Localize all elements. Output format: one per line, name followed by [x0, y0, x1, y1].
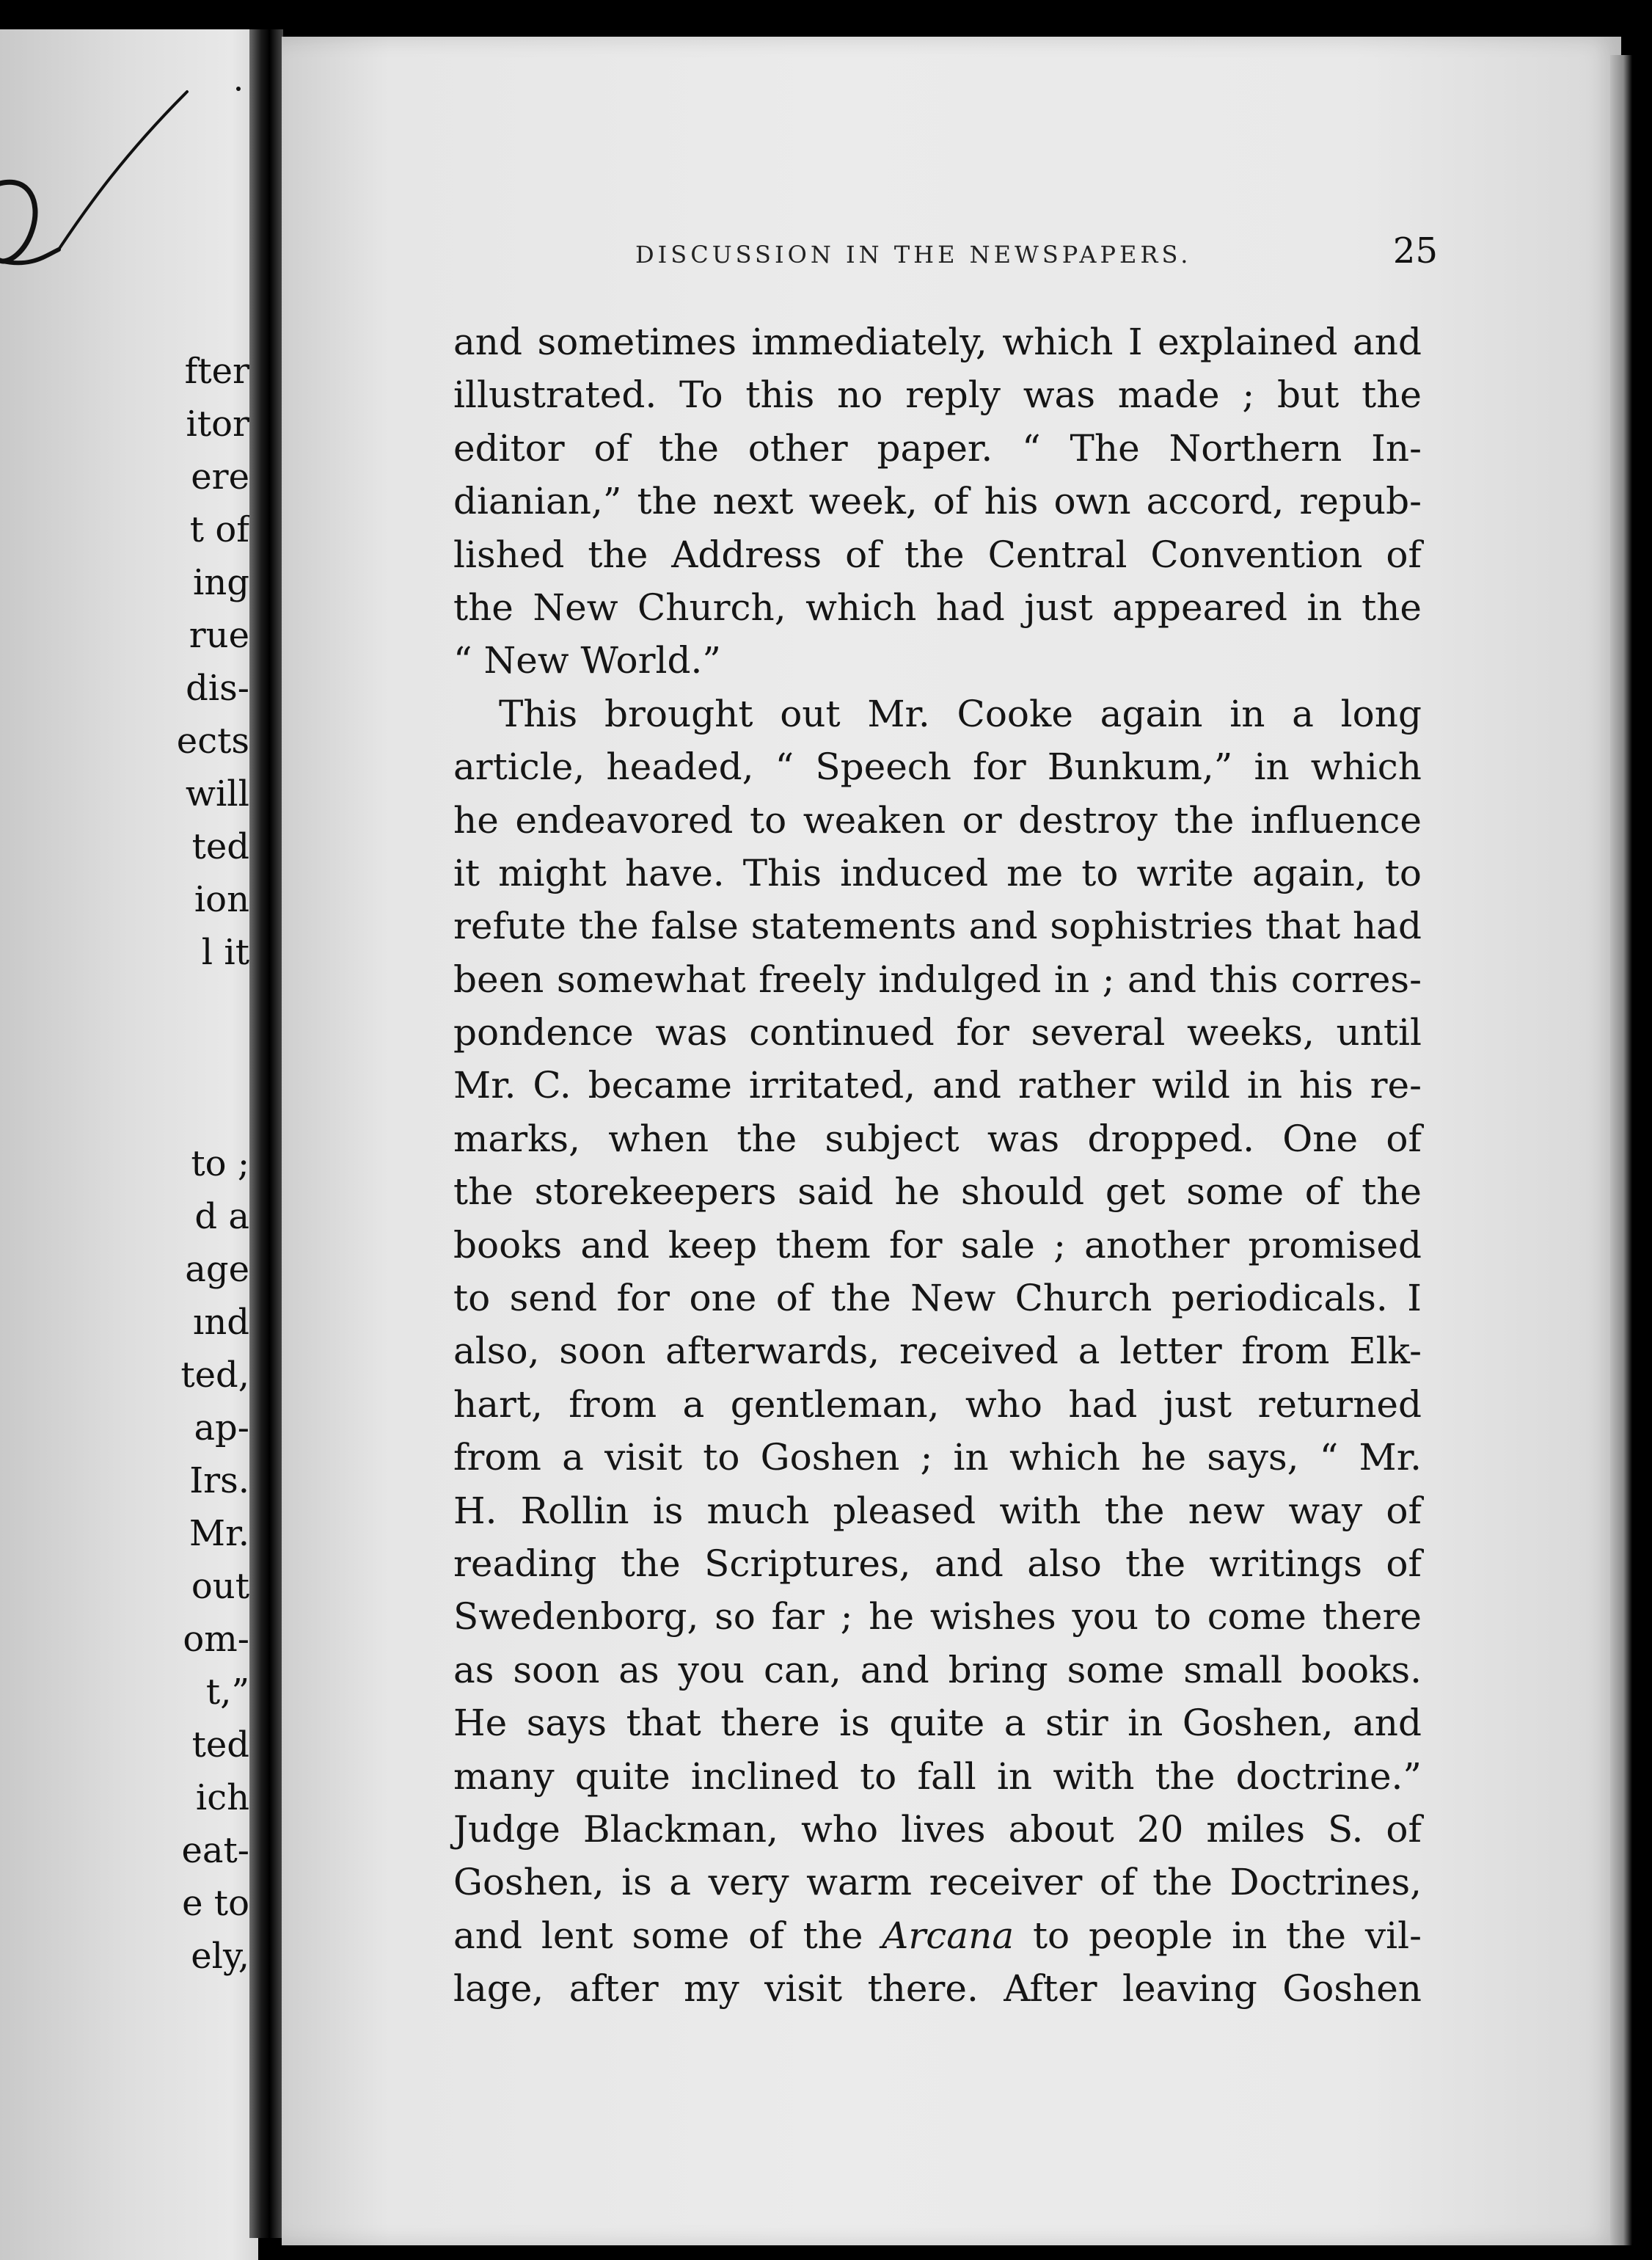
text-segment: to people in the vil- — [1032, 1914, 1422, 1957]
left-line: to ; — [191, 1143, 249, 1184]
left-line: itor — [186, 404, 249, 445]
text-line: marks, when the subject was dropped. One of — [453, 1117, 1422, 1160]
left-line: d a — [194, 1196, 249, 1237]
text-line: from a visit to Goshen ; in which he says, “ Mr. — [453, 1436, 1422, 1479]
text-line: been somewhat freely indulged in ; and this corres- — [453, 958, 1422, 1001]
left-line: ects — [176, 721, 249, 762]
paragraph-first-line: This brought out Mr. Cooke again in a long — [499, 692, 1422, 735]
text-line: dianian,” the next week, of his own accord, repub- — [453, 480, 1422, 523]
text-line: Swedenborg, so far ; he wishes you to come there — [453, 1595, 1422, 1638]
left-line: dis- — [186, 668, 249, 709]
text-line: Judge Blackman, who lives about 20 miles S. of — [453, 1807, 1422, 1851]
left-line: om- — [183, 1619, 249, 1660]
left-line: ınd — [193, 1302, 249, 1343]
text-line: Mr. C. became irritated, and rather wild in his re- — [453, 1064, 1422, 1107]
left-line: eat- — [181, 1830, 249, 1871]
text-line: hart, from a gentleman, who had just returned — [453, 1382, 1422, 1426]
text-line: it might have. This induced me to write again, to — [453, 851, 1422, 894]
left-line: ing — [193, 562, 249, 603]
left-facing-page — [0, 29, 258, 2260]
text-line: lished the Address of the Central Convention of — [453, 533, 1422, 576]
text-line: books and keep them for sale ; another promised — [453, 1223, 1422, 1266]
text-line: illustrated. To this no reply was made ; but the — [453, 373, 1422, 417]
text-line: the New Church, which had just appeared in the — [453, 586, 1422, 629]
page-edge — [1610, 55, 1632, 2245]
left-line: out — [191, 1566, 249, 1607]
text-line: article, headed, “ Speech for Bunkum,” in which — [453, 746, 1422, 789]
left-line: t of — [189, 509, 249, 550]
left-line: ere — [191, 456, 249, 497]
handwritten-mark-icon — [0, 73, 205, 294]
running-head: DISCUSSION IN THE NEWSPAPERS. — [635, 241, 1192, 269]
text-line: also, soon afterwards, received a letter from Elk- — [453, 1330, 1422, 1373]
text-line: H. Rollin is much pleased with the new way of — [453, 1489, 1422, 1532]
left-line: e to — [182, 1883, 249, 1924]
text-segment: and lent some of the — [453, 1914, 863, 1957]
left-line: rue — [189, 615, 249, 656]
text-line-with-italic — [453, 1909, 1422, 1962]
text-line: pondence was continued for several weeks, until — [453, 1011, 1422, 1054]
left-line: t,” — [205, 1672, 249, 1713]
italic-title: Arcana — [882, 1914, 1015, 1957]
left-line: fter — [184, 351, 249, 392]
left-line: ted, — [180, 1355, 249, 1396]
left-line: Irs. — [189, 1460, 249, 1501]
speck — [236, 87, 241, 91]
body-text — [453, 316, 1422, 2016]
left-line: age — [185, 1249, 249, 1290]
text-line: the storekeepers said he should get some of the — [453, 1170, 1422, 1214]
left-line: ap- — [194, 1407, 249, 1448]
text-line: Goshen, is a very warm receiver of the Doctrines, — [453, 1861, 1422, 1904]
text-line: reading the Scriptures, and also the writings of — [453, 1542, 1422, 1585]
text-line: he endeavored to weaken or destroy the influence — [453, 798, 1422, 842]
left-line: l it — [201, 932, 249, 973]
book-gutter — [249, 29, 283, 2238]
left-line: ted — [191, 1724, 249, 1765]
text-line: many quite inclined to fall in with the doctrine.” — [453, 1754, 1422, 1798]
text-line: and sometimes immediately, which I explained and — [453, 321, 1422, 363]
left-page-text — [0, 345, 258, 1983]
left-line: will — [185, 773, 249, 814]
left-line: ion — [194, 879, 249, 920]
text-line: as soon as you can, and bring some small books. — [453, 1648, 1422, 1691]
text-line: editor of the other paper. “ The Northern In- — [453, 426, 1422, 470]
text-line: He says that there is quite a stir in Goshen, and — [453, 1702, 1422, 1745]
left-line: ted — [191, 826, 249, 867]
page-number: 25 — [1392, 230, 1438, 271]
left-line: ely, — [191, 1936, 249, 1977]
text-line: refute the false statements and sophistries that had — [453, 905, 1422, 948]
text-line: to send for one of the New Church periodicals. I — [453, 1277, 1422, 1320]
left-line: ich — [195, 1777, 249, 1818]
left-line: Mr. — [189, 1513, 249, 1554]
text-line: “ New World.” — [453, 639, 721, 682]
text-line: lage, after my visit there. After leaving Goshen — [453, 1967, 1422, 2011]
